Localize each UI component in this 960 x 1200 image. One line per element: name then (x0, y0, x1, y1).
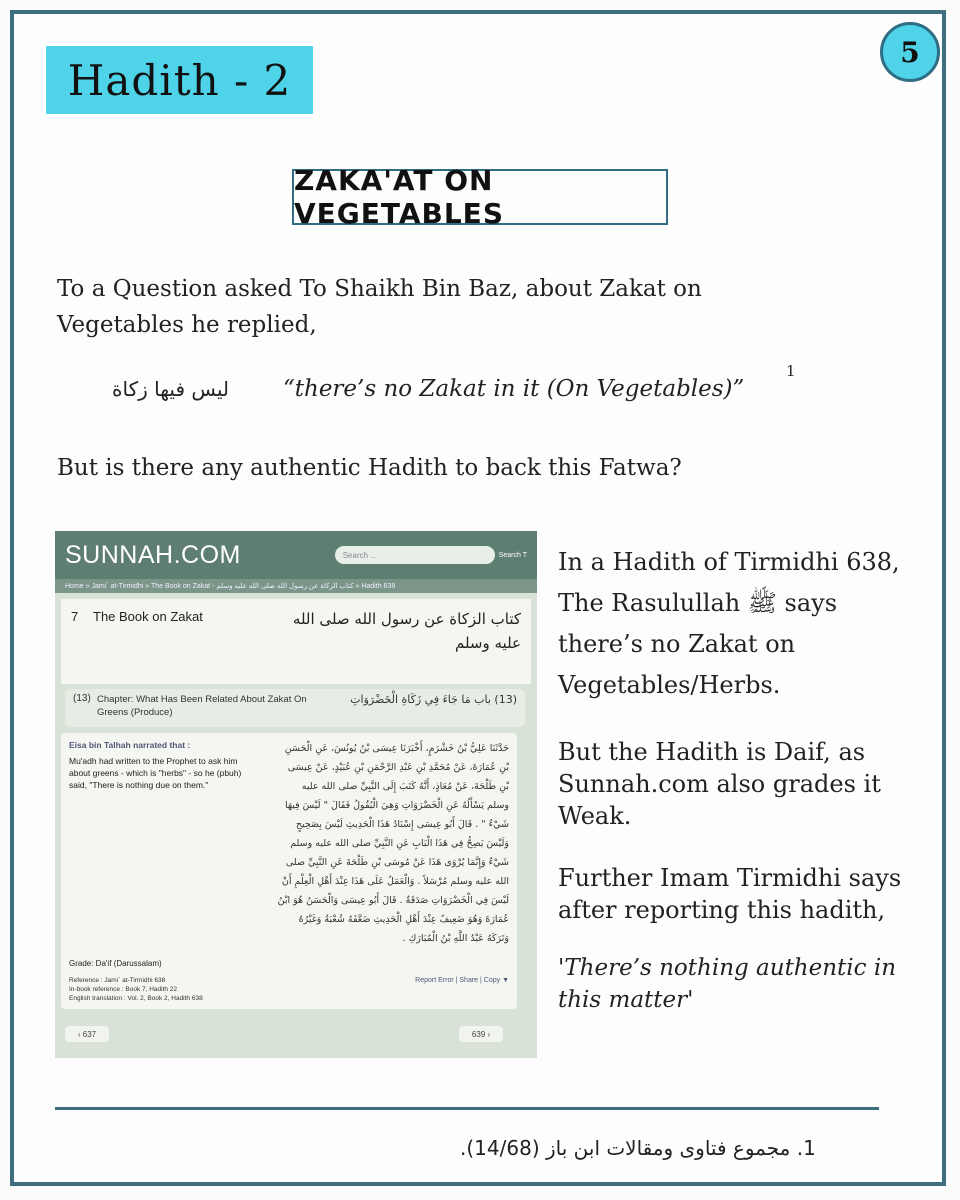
book-title-en: The Book on Zakat (93, 609, 203, 624)
right-paragraph-2: But the Hadith is Daif, as Sunnah.com also grades it Weak. (558, 738, 881, 830)
previous-hadith-button: ‹ 637 (65, 1026, 109, 1042)
screenshot-breadcrumb: Home » Jami` at-Tirmidhi » The Book on Zakat - كتاب الزكاة عن رسول الله صلى الله عليه وسلم » Hadith 638 (55, 579, 537, 593)
in-book-reference-line: In-book reference : Book 7, Hadith 22 (69, 986, 178, 993)
intro-line-2: Vegetables he replied, (57, 312, 317, 338)
translation-reference-line: English translation : Vol. 2, Book 2, Hadith 638 (69, 995, 203, 1002)
english-quote: “there’s no Zakat in it (On Vegetables)” (283, 376, 745, 402)
footnote-marker: 1 (786, 362, 796, 380)
book-number: 7 (71, 609, 79, 624)
sunnah-logo: SUNNAH.COM (65, 540, 241, 569)
question-line: But is there any authentic Hadith to back this Fatwa? (57, 455, 682, 481)
screenshot-search-input: Search ... (335, 546, 495, 564)
sunnah-screenshot (55, 531, 537, 1058)
reference-line: Reference : Jami` at-Tirmidhi 638 (69, 977, 166, 984)
hadith-narrator: Eisa bin Talhah narrated that : (69, 740, 191, 750)
hadith-references (69, 976, 203, 1003)
arabic-quote: ليس فيها زكاة (112, 377, 230, 401)
right-paragraph-3: Further Imam Tirmidhi says after reporting this hadith, (558, 864, 902, 924)
screenshot-book-heading (61, 599, 531, 684)
report-links: Report Error | Share | Copy ▼ (415, 977, 509, 984)
next-hadith-button: 639 › (459, 1026, 503, 1042)
hadith-english: Mu'adh had written to the Prophet to ask him about greens - which is "herbs" - so he (pbuh) said, "There is nothing due on them." (69, 756, 242, 790)
page-number-badge: 5 (880, 22, 940, 82)
right-paragraph-quote: 'There’s nothing authentic in this matter' (558, 955, 897, 1013)
intro-line-1: To a Question asked To Shaikh Bin Baz, about Zakat on (57, 276, 702, 302)
hadith-grade: Grade: Da'if (Darussalam) (69, 959, 162, 968)
section-title: ZAKA'AT ON VEGETABLES (292, 169, 668, 225)
screenshot-header (55, 531, 537, 579)
footnote: 1. مجموع فتاوى ومقالات ابن باز (14/68). (460, 1136, 816, 1160)
screenshot-hadith-box (61, 733, 517, 1009)
book-title-ar: كتاب الزكاة عن رسول الله صلى الله عليه وسلم (292, 610, 521, 652)
hadith-title: Hadith - 2 (46, 46, 313, 114)
chapter-number: (13) (73, 693, 91, 704)
hadith-arabic: حَدَّثَنَا عَلِيُّ بْنُ خَشْرَمٍ، أَخْبَرَنَا عِيسَى بْنُ يُونُسَ، عَنِ الْحَسَنِ بْنِ عُمَارَةَ، عَنْ مُحَمَّدِ بْنِ عَبْدِ الرَّحْمَنِ بْنِ عُبَيْدٍ، عَنْ عِيسَى بْنِ طَلْحَةَ، عَنْ مُعَاذٍ، أَنَّهُ كَتَبَ إِلَى النَّبِيِّ صلى الله عليه وسلم يَسْأَلُهُ عَنِ الْخَضْرَوَاتِ وَهِيَ الْبُقُولُ فَقَالَ ‏"‏ لَيْسَ فِيهَا شَيْءٌ ‏"‏ ‏.‏ قَالَ أَبُو عِيسَى إِسْنَادُ هَذَا الْحَدِيثِ لَيْسَ بِصَحِيحٍ وَلَيْسَ يَصِحُّ فِي هَذَا الْبَابِ عَنِ النَّبِيِّ صلى الله عليه وسلم شَيْءٌ وَإِنَّمَا يُرْوَى هَذَا عَنْ مُوسَى بْنِ طَلْحَةَ عَنِ النَّبِيِّ صلى الله عليه وسلم مُرْسَلاً ‏.‏ وَالْعَمَلُ عَلَى هَذَا عِنْدَ أَهْلِ الْعِلْمِ أَنْ لَيْسَ فِي الْخَضْرَوَاتِ صَدَقَةٌ ‏.‏ قَالَ أَبُو عِيسَى وَالْحَسَنُ هُوَ ابْنُ عُمَارَةَ وَهُوَ ضَعِيفٌ عِنْدَ أَهْلِ الْحَدِيثِ ضَعَّفَهُ شُعْبَةُ وَغَيْرُهُ وَتَرَكَهُ عَبْدُ اللَّهِ بْنُ الْمُبَارَكِ ‏.‏ (277, 743, 509, 944)
footnote-divider (55, 1107, 879, 1110)
right-paragraph-1: In a Hadith of Tirmidhi 638, The Rasulullah ﷺ says there’s no Zakat on Vegetables/Herbs. (558, 548, 900, 699)
chapter-title-en: Chapter: What Has Been Related About Zakat On Greens (Produce) (97, 694, 307, 718)
screenshot-chapter (65, 689, 525, 727)
screenshot-search-button: Search T (498, 551, 527, 559)
chapter-title-ar: (13) باب مَا جَاءَ فِي زَكَاةِ الْخَضْرَوَاتِ (350, 693, 517, 706)
